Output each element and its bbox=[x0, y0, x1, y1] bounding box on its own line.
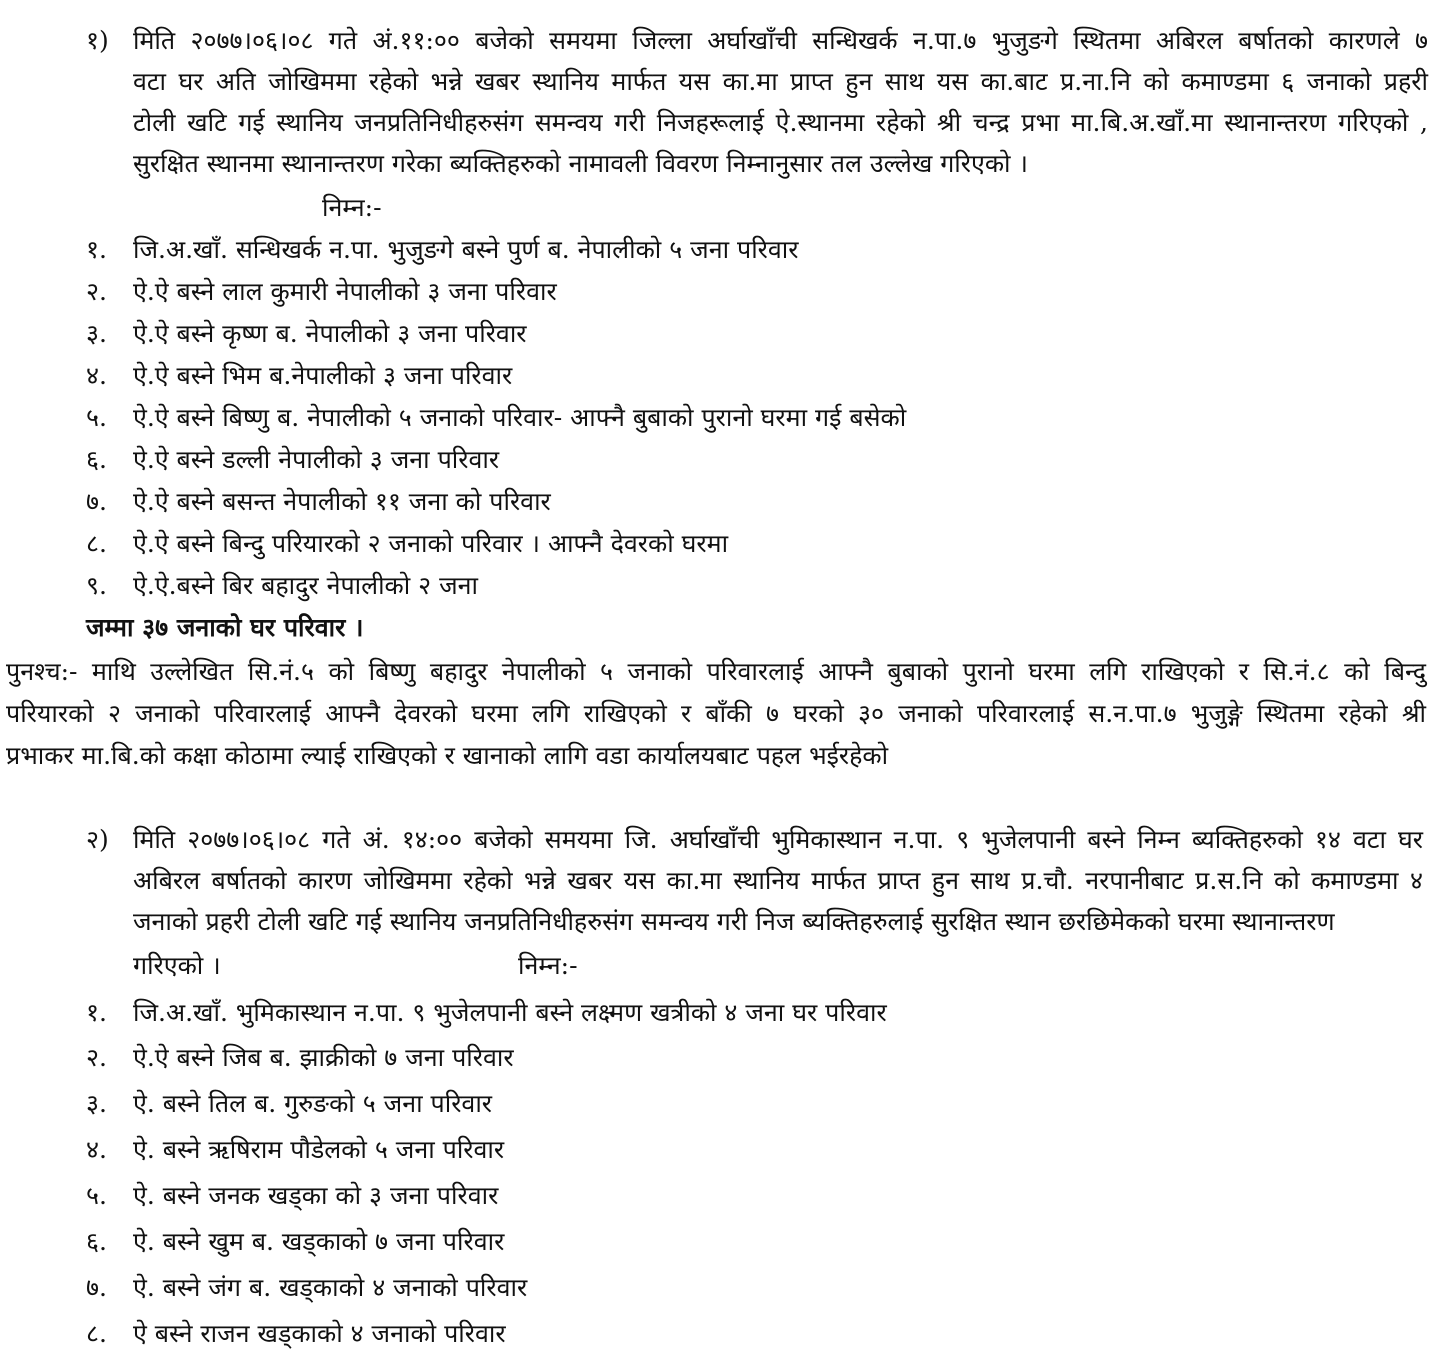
section-1-nimna: निम्न:- bbox=[322, 193, 382, 222]
list-item-number: ८. bbox=[86, 529, 107, 558]
section-2-line-3: जनाको प्रहरी टोली खटि गई स्थानिय जनप्रतिनिधीहरुसंग समन्वय गरी निज ब्यक्तिहरुलाई सुरक्षित स्थान छरछिमेकको घरमा स्थानान्तरण bbox=[133, 907, 1335, 936]
postscript-line-3: प्रभाकर मा.बि.को कक्षा कोठामा ल्याई राखिएको र खानाको लागि वडा कार्यालयबाट पहल भईरहेको bbox=[6, 741, 889, 770]
list-item-number: ३. bbox=[86, 319, 107, 348]
list-item-number: २. bbox=[86, 277, 107, 306]
section-2-line-4: गरिएको । bbox=[133, 951, 221, 980]
list-item-number: ७. bbox=[86, 487, 107, 516]
section-1-total: जम्मा ३७ जनाको घर परिवार । bbox=[86, 613, 364, 642]
list-item-text: जि.अ.खाँ. सन्धिखर्क न.पा. भुजुङगे बस्ने पुर्ण ब. नेपालीको ५ जना परिवार bbox=[133, 235, 799, 264]
section-1-line-2: वटा घर अति जोखिममा रहेको भन्ने खबर स्थानिय मार्फत यस का.मा प्राप्त हुन साथ यस का.बाट प्र.ना.नि को कमाण्डमा ६ जनाको प्रहरी bbox=[133, 67, 1428, 96]
section-2-line-1: मिति २०७७।०६।०८ गते अं. १४:०० बजेको समयमा जि. अर्घाखाँची भुमिकास्थान न.पा. ९ भुजेलपानी बस्ने निम्न ब्यक्तिहरुको १४ वटा घर bbox=[133, 825, 1423, 854]
list-item-number: १. bbox=[86, 235, 107, 264]
section-1-line-4: सुरक्षित स्थानमा स्थानान्तरण गरेका ब्यक्तिहरुको नामावली विवरण निम्नानुसार तल उल्लेख गरिएको । bbox=[133, 149, 1028, 178]
list-item-number: ८. bbox=[86, 1319, 107, 1348]
list-item-number: १. bbox=[86, 998, 107, 1027]
section-1-number: १) bbox=[86, 26, 109, 55]
list-item-text: जि.अ.खाँ. भुमिकास्थान न.पा. ९ भुजेलपानी बस्ने लक्ष्मण खत्रीको ४ जना घर परिवार bbox=[133, 998, 887, 1027]
section-1-line-1: मिति २०७७।०६।०८ गते अं.११:०० बजेको समयमा जिल्ला अर्घाखाँची सन्धिखर्क न.पा.७ भुजुङगे स्थितमा अबिरल बर्षातको कारणले ७ bbox=[133, 26, 1428, 55]
list-item-text: ऐ बस्ने राजन खड्काको ४ जनाको परिवार bbox=[133, 1319, 506, 1348]
list-item-text: ऐ.ऐ बस्ने कृष्ण ब. नेपालीको ३ जना परिवार bbox=[133, 319, 527, 348]
section-2-number: २) bbox=[86, 825, 109, 854]
list-item-number: ६. bbox=[86, 1227, 107, 1256]
list-item-text: ऐ.ऐ बस्ने बिष्णु ब. नेपालीको ५ जनाको परिवार- आफ्नै बुबाको पुरानो घरमा गई बसेको bbox=[133, 403, 907, 432]
list-item-text: ऐ.ऐ बस्ने जिब ब. झाक्रीको ७ जना परिवार bbox=[133, 1043, 514, 1072]
list-item-number: ४. bbox=[86, 1135, 107, 1164]
list-item-text: ऐ. बस्ने खुम ब. खड्काको ७ जना परिवार bbox=[133, 1227, 505, 1256]
list-item-text: ऐ. बस्ने तिल ब. गुरुङको ५ जना परिवार bbox=[133, 1089, 493, 1118]
postscript-line-2: परियारको २ जनाको परिवारलाई आफ्नै देवरको घरमा लगि राखिएको र बाँकी ७ घरको ३० जनाको परिवारलाई स.न.पा.७ भुजुङ्गे स्थितमा रहेको श्री bbox=[6, 699, 1426, 728]
list-item-text: ऐ.ऐ बस्ने भिम ब.नेपालीको ३ जना परिवार bbox=[133, 361, 513, 390]
list-item-number: २. bbox=[86, 1043, 107, 1072]
list-item-text: ऐ.ऐ बस्ने लाल कुमारी नेपालीको ३ जना परिवार bbox=[133, 277, 557, 306]
list-item-number: ७. bbox=[86, 1273, 107, 1302]
list-item-text: ऐ.ऐ बस्ने बिन्दु परियारको २ जनाको परिवार । आफ्नै देवरको घरमा bbox=[133, 529, 729, 558]
section-2-nimna: निम्न:- bbox=[518, 951, 578, 980]
list-item-number: ३. bbox=[86, 1089, 107, 1118]
postscript-line-1: पुनश्च:- माथि उल्लेखित सि.नं.५ को बिष्णु बहादुर नेपालीको ५ जनाको परिवारलाई आफ्नै बुबाको पुरानो घरमा लगि राखिएको र सि.नं.८ को बिन्दु bbox=[6, 657, 1426, 686]
section-1-line-3: टोली खटि गई स्थानिय जनप्रतिनिधीहरुसंग समन्वय गरी निजहरूलाई ऐ.स्थानमा रहेको श्री चन्द्र प्रभा मा.बि.अ.खाँ.मा स्थानान्तरण गरिएको , bbox=[133, 108, 1428, 137]
list-item-text: ऐ. बस्ने ऋषिराम पौडेलको ५ जना परिवार bbox=[133, 1135, 505, 1164]
list-item-number: ४. bbox=[86, 361, 107, 390]
list-item-text: ऐ. बस्ने जंग ब. खड्काको ४ जनाको परिवार bbox=[133, 1273, 528, 1302]
section-2-line-2: अबिरल बर्षातको कारण जोखिममा रहेको भन्ने खबर यस का.मा स्थानिय मार्फत प्राप्त हुन साथ प्र.चौ. नरपानीबाट प्र.स.नि को कमाण्डमा ४ bbox=[133, 866, 1423, 895]
list-item-text: ऐ.ऐ बस्ने बसन्त नेपालीको ११ जना को परिवार bbox=[133, 487, 551, 516]
list-item-number: ५. bbox=[86, 403, 107, 432]
list-item-text: ऐ.ऐ.बस्ने बिर बहादुर नेपालीको २ जना bbox=[133, 571, 479, 600]
list-item-text: ऐ.ऐ बस्ने डल्ली नेपालीको ३ जना परिवार bbox=[133, 445, 500, 474]
list-item-number: ५. bbox=[86, 1181, 107, 1210]
list-item-text: ऐ. बस्ने जनक खड्का को ३ जना परिवार bbox=[133, 1181, 499, 1210]
list-item-number: ९. bbox=[86, 571, 107, 600]
list-item-number: ६. bbox=[86, 445, 107, 474]
